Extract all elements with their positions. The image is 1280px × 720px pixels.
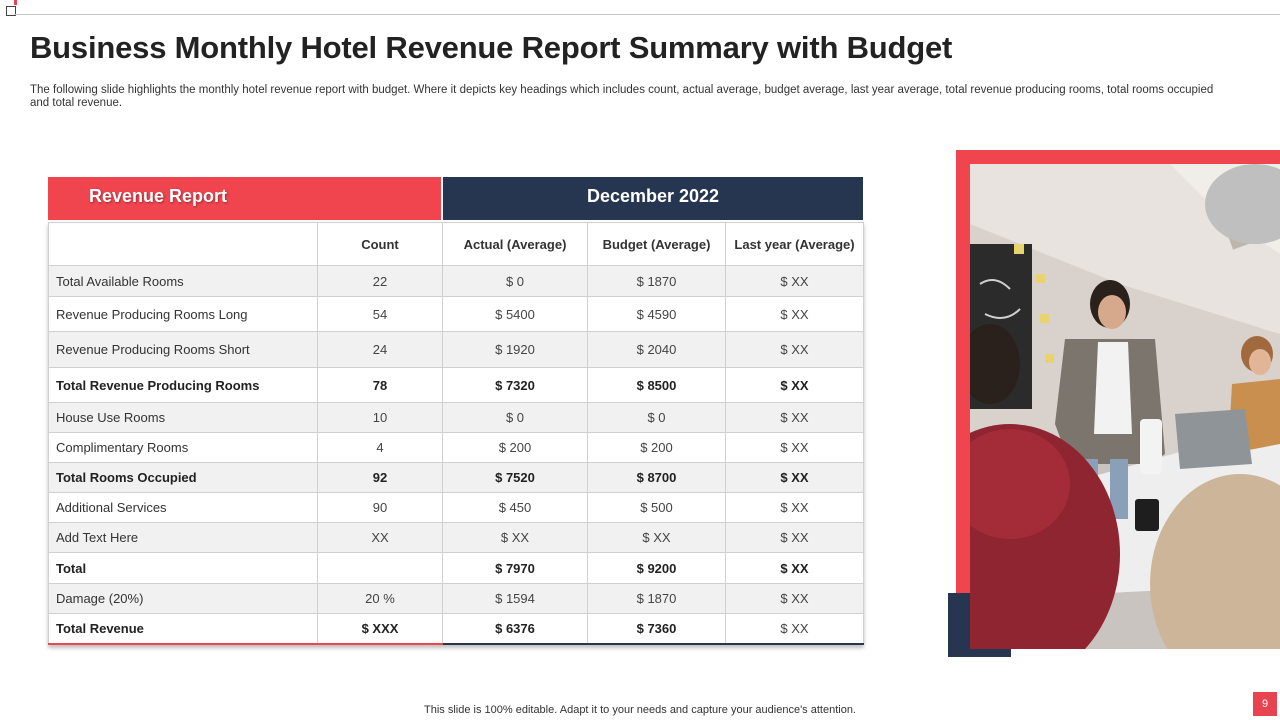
- revenue-report-header-label: Revenue Report: [89, 186, 228, 206]
- meeting-photo: [970, 164, 1280, 649]
- count-cell: XX: [318, 523, 443, 553]
- row-label: House Use Rooms: [49, 403, 318, 433]
- table-row: [49, 584, 864, 614]
- last-year-cell: $ XX: [726, 332, 864, 368]
- count-cell: 78: [318, 368, 443, 403]
- last-year-cell: $ XX: [726, 368, 864, 403]
- actual-cell: $ 7520: [443, 463, 588, 493]
- budget-cell: $ 2040: [588, 332, 726, 368]
- actual-cell: $ 5400: [443, 297, 588, 332]
- table-row: [49, 523, 864, 553]
- last-year-cell: $ XX: [726, 266, 864, 297]
- budget-cell: $ 4590: [588, 297, 726, 332]
- row-label: Total Revenue: [49, 614, 318, 644]
- row-label: Damage (20%): [49, 584, 318, 614]
- meeting-photo-illustration: [970, 164, 1280, 649]
- row-label: Revenue Producing Rooms Short: [49, 332, 318, 368]
- count-cell: $ XXX: [318, 614, 443, 644]
- slide-footer: This slide is 100% editable. Adapt it to your needs and capture your audience's attention.: [424, 704, 856, 716]
- last-year-cell: $ XX: [726, 463, 864, 493]
- revenue-report-header: [48, 177, 441, 220]
- row-label: Revenue Producing Rooms Long: [49, 297, 318, 332]
- table-row: [49, 297, 864, 332]
- row-label: Additional Services: [49, 493, 318, 523]
- row-label: Complimentary Rooms: [49, 433, 318, 463]
- actual-cell: $ 0: [443, 403, 588, 433]
- table-row: [49, 614, 864, 644]
- table-row: [49, 403, 864, 433]
- last-year-cell: $ XX: [726, 523, 864, 553]
- count-cell: 10: [318, 403, 443, 433]
- budget-cell: $ 1870: [588, 266, 726, 297]
- table-row: [49, 368, 864, 403]
- budget-cell: $ 8700: [588, 463, 726, 493]
- row-label: Total: [49, 553, 318, 584]
- last-year-cell: $ XX: [726, 614, 864, 644]
- actual-cell: $ 7970: [443, 553, 588, 584]
- budget-cell: $ 9200: [588, 553, 726, 584]
- slide-title: Business Monthly Hotel Revenue Report Summary with Budget: [30, 30, 953, 65]
- budget-cell: $ 7360: [588, 614, 726, 644]
- budget-cell: $ 0: [588, 403, 726, 433]
- page-number: 9: [1253, 692, 1277, 716]
- count-cell: 20 %: [318, 584, 443, 614]
- period-header-label: December 2022: [586, 186, 720, 206]
- row-label: Total Rooms Occupied: [49, 463, 318, 493]
- last-year-cell: $ XX: [726, 433, 864, 463]
- column-header-actual: Actual (Average): [443, 223, 588, 266]
- count-cell: 92: [318, 463, 443, 493]
- table-header-row: [49, 223, 864, 266]
- table-row: [49, 493, 864, 523]
- count-cell: 22: [318, 266, 443, 297]
- row-label: Add Text Here: [49, 523, 318, 553]
- budget-cell: $ 200: [588, 433, 726, 463]
- budget-cell: $ 500: [588, 493, 726, 523]
- table-row: [49, 463, 864, 493]
- count-cell: 4: [318, 433, 443, 463]
- actual-cell: $ 1920: [443, 332, 588, 368]
- period-header: [443, 177, 863, 220]
- table-row: [49, 332, 864, 368]
- actual-cell: $ 450: [443, 493, 588, 523]
- slide-description: The following slide highlights the monthly hotel revenue report with budget. Where it depicts key headings which includes count, actual average, budget average, last year average, total revenue producing rooms, total rooms occupied and total revenue.: [30, 84, 1214, 109]
- last-year-cell: $ XX: [726, 584, 864, 614]
- budget-cell: $ 1870: [588, 584, 726, 614]
- top-rule: [14, 14, 1280, 15]
- row-label: Total Available Rooms: [49, 266, 318, 297]
- column-header-count: Count: [318, 223, 443, 266]
- row-label: Total Revenue Producing Rooms: [49, 368, 318, 403]
- column-header-label: [49, 223, 318, 266]
- table-row: [49, 553, 864, 584]
- last-year-cell: $ XX: [726, 297, 864, 332]
- last-year-cell: $ XX: [726, 553, 864, 584]
- budget-cell: $ XX: [588, 523, 726, 553]
- count-cell: 24: [318, 332, 443, 368]
- actual-cell: $ 6376: [443, 614, 588, 644]
- last-year-cell: $ XX: [726, 493, 864, 523]
- corner-accent: [14, 0, 17, 5]
- count-cell: 90: [318, 493, 443, 523]
- budget-cell: $ 8500: [588, 368, 726, 403]
- actual-cell: $ 1594: [443, 584, 588, 614]
- table-row: [49, 266, 864, 297]
- table-row: [49, 433, 864, 463]
- actual-cell: $ 7320: [443, 368, 588, 403]
- actual-cell: $ XX: [443, 523, 588, 553]
- column-header-budget: Budget (Average): [588, 223, 726, 266]
- actual-cell: $ 0: [443, 266, 588, 297]
- revenue-table: [48, 222, 864, 645]
- count-cell: 54: [318, 297, 443, 332]
- actual-cell: $ 200: [443, 433, 588, 463]
- column-header-last-year: Last year (Average): [726, 223, 864, 266]
- count-cell: [318, 553, 443, 584]
- last-year-cell: $ XX: [726, 403, 864, 433]
